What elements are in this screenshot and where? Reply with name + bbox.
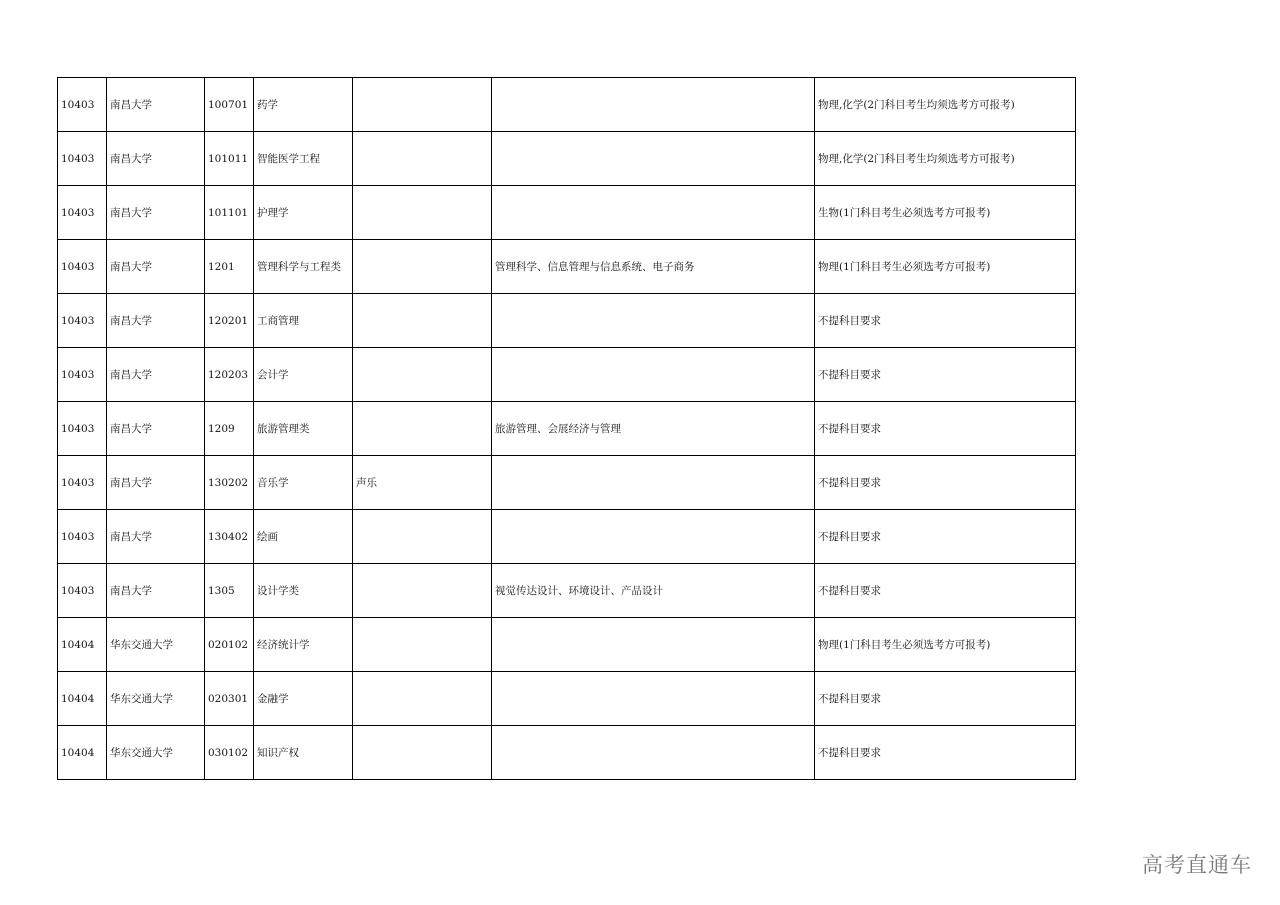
school-name-cell: 南昌大学 <box>107 456 205 510</box>
included-majors-cell <box>492 132 815 186</box>
major-code-cell: 1305 <box>205 564 254 618</box>
school-name-cell: 南昌大学 <box>107 132 205 186</box>
school-code-cell: 10404 <box>58 672 107 726</box>
major-code-cell: 120201 <box>205 294 254 348</box>
major-name-cell: 金融学 <box>254 672 353 726</box>
subject-requirement-cell: 物理,化学(2门科目考生均须选考方可报考) <box>815 78 1076 132</box>
school-code-cell: 10403 <box>58 186 107 240</box>
major-name-cell: 设计学类 <box>254 564 353 618</box>
major-code-cell: 030102 <box>205 726 254 780</box>
subject-requirement-cell: 不提科目要求 <box>815 510 1076 564</box>
major-direction-cell <box>353 78 492 132</box>
school-code-cell: 10403 <box>58 510 107 564</box>
major-name-cell: 知识产权 <box>254 726 353 780</box>
included-majors-cell <box>492 186 815 240</box>
subject-requirement-cell: 不提科目要求 <box>815 672 1076 726</box>
table-row <box>58 564 1076 618</box>
school-code-cell: 10403 <box>58 78 107 132</box>
major-direction-cell <box>353 726 492 780</box>
school-code-cell: 10403 <box>58 240 107 294</box>
included-majors-cell <box>492 348 815 402</box>
major-code-cell: 1209 <box>205 402 254 456</box>
table-row <box>58 132 1076 186</box>
major-direction-cell <box>353 564 492 618</box>
school-code-cell: 10404 <box>58 618 107 672</box>
major-code-cell: 130402 <box>205 510 254 564</box>
subject-requirement-cell: 物理(1门科目考生必须选考方可报考) <box>815 240 1076 294</box>
major-name-cell: 经济统计学 <box>254 618 353 672</box>
table-row <box>58 672 1076 726</box>
major-direction-cell <box>353 294 492 348</box>
included-majors-cell <box>492 618 815 672</box>
school-name-cell: 南昌大学 <box>107 348 205 402</box>
table-row <box>58 294 1076 348</box>
major-code-cell: 120203 <box>205 348 254 402</box>
major-code-cell: 130202 <box>205 456 254 510</box>
subject-requirement-cell: 生物(1门科目考生必须选考方可报考) <box>815 186 1076 240</box>
major-name-cell: 绘画 <box>254 510 353 564</box>
major-code-cell: 101101 <box>205 186 254 240</box>
major-name-cell: 智能医学工程 <box>254 132 353 186</box>
subject-requirement-cell: 物理(1门科目考生必须选考方可报考) <box>815 618 1076 672</box>
major-name-cell: 护理学 <box>254 186 353 240</box>
major-name-cell: 会计学 <box>254 348 353 402</box>
major-code-cell: 101011 <box>205 132 254 186</box>
table-row <box>58 240 1076 294</box>
school-name-cell: 华东交通大学 <box>107 618 205 672</box>
table-row <box>58 402 1076 456</box>
subject-requirements-table <box>57 77 1076 780</box>
table-row <box>58 456 1076 510</box>
included-majors-cell <box>492 78 815 132</box>
major-name-cell: 音乐学 <box>254 456 353 510</box>
major-code-cell: 020102 <box>205 618 254 672</box>
major-direction-cell <box>353 510 492 564</box>
included-majors-cell <box>492 726 815 780</box>
school-code-cell: 10403 <box>58 294 107 348</box>
included-majors-cell <box>492 510 815 564</box>
table-row <box>58 618 1076 672</box>
school-name-cell: 南昌大学 <box>107 240 205 294</box>
table-row <box>58 510 1076 564</box>
major-direction-cell <box>353 132 492 186</box>
school-name-cell: 华东交通大学 <box>107 726 205 780</box>
major-direction-cell <box>353 186 492 240</box>
school-name-cell: 南昌大学 <box>107 186 205 240</box>
school-code-cell: 10403 <box>58 456 107 510</box>
major-name-cell: 药学 <box>254 78 353 132</box>
included-majors-cell: 旅游管理、会展经济与管理 <box>492 402 815 456</box>
major-name-cell: 旅游管理类 <box>254 402 353 456</box>
subject-requirement-cell: 不提科目要求 <box>815 726 1076 780</box>
included-majors-cell <box>492 456 815 510</box>
major-direction-cell <box>353 348 492 402</box>
subject-requirement-cell: 不提科目要求 <box>815 348 1076 402</box>
subject-requirement-cell: 不提科目要求 <box>815 402 1076 456</box>
included-majors-cell: 管理科学、信息管理与信息系统、电子商务 <box>492 240 815 294</box>
table-row <box>58 348 1076 402</box>
subject-requirement-cell: 不提科目要求 <box>815 294 1076 348</box>
table-row <box>58 726 1076 780</box>
watermark-logo: 高考直通车 <box>1142 853 1252 877</box>
school-name-cell: 南昌大学 <box>107 510 205 564</box>
major-direction-cell <box>353 402 492 456</box>
table-body <box>58 78 1076 780</box>
school-code-cell: 10403 <box>58 402 107 456</box>
included-majors-cell <box>492 294 815 348</box>
included-majors-cell: 视觉传达设计、环境设计、产品设计 <box>492 564 815 618</box>
school-code-cell: 10403 <box>58 348 107 402</box>
school-code-cell: 10404 <box>58 726 107 780</box>
school-name-cell: 华东交通大学 <box>107 672 205 726</box>
subject-requirement-cell: 不提科目要求 <box>815 564 1076 618</box>
major-name-cell: 工商管理 <box>254 294 353 348</box>
school-code-cell: 10403 <box>58 132 107 186</box>
major-code-cell: 1201 <box>205 240 254 294</box>
major-direction-cell <box>353 672 492 726</box>
major-direction-cell <box>353 618 492 672</box>
included-majors-cell <box>492 672 815 726</box>
school-code-cell: 10403 <box>58 564 107 618</box>
school-name-cell: 南昌大学 <box>107 294 205 348</box>
table-row <box>58 78 1076 132</box>
school-name-cell: 南昌大学 <box>107 78 205 132</box>
major-name-cell: 管理科学与工程类 <box>254 240 353 294</box>
school-name-cell: 南昌大学 <box>107 564 205 618</box>
major-code-cell: 100701 <box>205 78 254 132</box>
subject-requirement-cell: 物理,化学(2门科目考生均须选考方可报考) <box>815 132 1076 186</box>
subject-requirement-cell: 不提科目要求 <box>815 456 1076 510</box>
table-row <box>58 186 1076 240</box>
major-direction-cell <box>353 240 492 294</box>
major-direction-cell: 声乐 <box>353 456 492 510</box>
school-name-cell: 南昌大学 <box>107 402 205 456</box>
major-code-cell: 020301 <box>205 672 254 726</box>
